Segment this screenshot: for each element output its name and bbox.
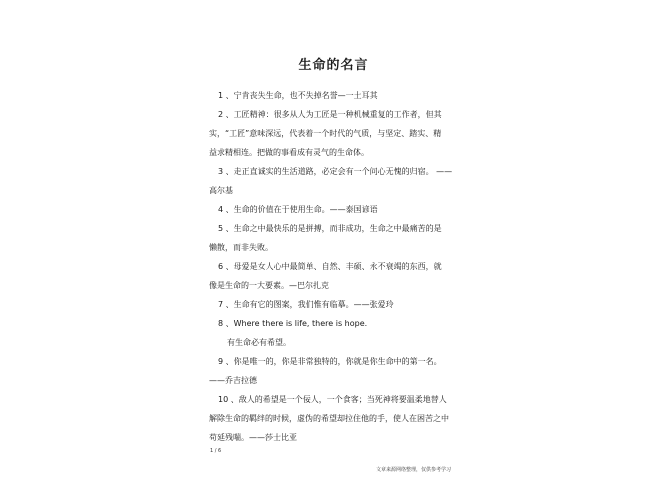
quote-2-cont-2: 益求精相连。把做的事看成有灵气的生命体。 [209, 148, 369, 157]
quote-10-cont-1: 解除生命的羁绊的时候，虚伪的希望却拉住他的手，使人在困苦之中 [209, 414, 449, 423]
quote-2-cont-1: 实，“工匠”意味深远，代表着一个时代的气质，与坚定、踏实、精 [209, 129, 442, 138]
quote-10: 10 、敌人的希望是一个佞人，一个食客；当死神将要温柔地替人 [218, 395, 447, 404]
quote-9-cont: ——乔吉拉德 [209, 376, 257, 385]
quote-3-cont: 高尔基 [209, 186, 233, 195]
quote-2: 2 、工匠精神：很多从人为工匠是一种机械重复的工作者，但其 [218, 110, 442, 119]
page-number: 1 / 6 [210, 448, 222, 454]
quote-9: 9 、你是唯一的，你是非常独特的，你就是你生命中的第一名。 [218, 357, 442, 366]
quote-8-cont: 有生命必有希望。 [227, 338, 291, 347]
quote-6: 6 、母爱是女人心中最简单、自然、丰硕、永不衰竭的东西，就 [218, 262, 442, 271]
source-note: 文章来源网络整理，仅供参考学习 [376, 467, 452, 473]
quote-6-cont: 像是生命的一大要素。—巴尔扎克 [209, 281, 329, 290]
quote-7: 7 、生命有它的图案，我们惟有临摹。——张爱玲 [218, 300, 394, 309]
page-title: 生命的名言 [298, 58, 369, 73]
quote-3: 3 、走正直诚实的生活道路，必定会有一个问心无愧的归宿。 —— [218, 167, 453, 176]
quote-5: 5 、生命之中最快乐的是拼搏，而非成功，生命之中最痛苦的是 [218, 224, 442, 233]
quote-10-cont-2: 苟延残喘。——莎士比亚 [209, 433, 297, 442]
quote-5-cont: 懒散，而非失败。 [209, 243, 273, 252]
quote-4: 4 、生命的价值在于使用生命。——泰国谚语 [218, 205, 378, 214]
quote-8: 8 、Where there is life, there is hope. [218, 319, 368, 328]
quote-1: 1 、宁肯丧失生命，也不失掉名誉—一土耳其 [218, 91, 378, 100]
